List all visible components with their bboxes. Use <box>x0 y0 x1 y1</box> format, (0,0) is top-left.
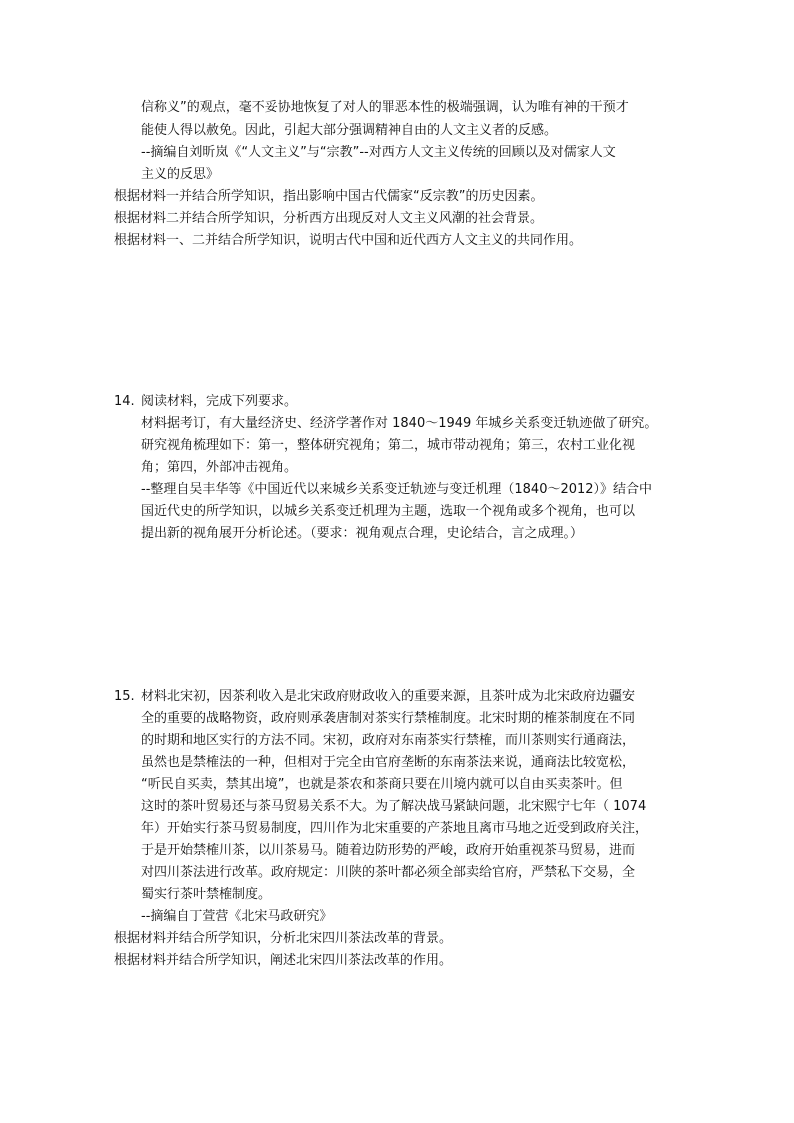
q14-line: 研究视角梳理如下：第一，整体研究视角；第二，城市带动视角；第三，农村工业化视 <box>141 438 636 453</box>
q14-number: 14. <box>114 394 135 409</box>
q15-line: 对四川茶法进行改革。政府规定：川陕的茶叶都必须全部卖给官府，严禁私下交易，全 <box>141 865 636 880</box>
q15-line: 年）开始实行茶马贸易制度，四川作为北宋重要的产茶地且离市马地之近受到政府关注， <box>141 821 649 836</box>
q13-source-line: 主义的反思》 <box>141 167 220 182</box>
q13-question-2: 根据材料二并结合所学知识，分析西方出现反对人文主义风潮的社会背景。 <box>114 211 544 226</box>
q15-line: 全的重要的战略物资，政府则承袭唐制对茶实行禁榷制度。北宋时期的榷茶制度在不同 <box>141 711 636 726</box>
q13-material-line: 能使人得以赦免。因此，引起大部分强调精神自由的人文主义者的反感。 <box>141 123 558 138</box>
q13-question-3: 根据材料一、二并结合所学知识，说明古代中国和近代西方人文主义的共同作用。 <box>114 233 583 248</box>
q15-line: 于是开始禁榷川茶，以川茶易马。随着边防形势的严峻，政府开始重视茶马贸易，进而 <box>141 843 636 858</box>
q14-line: 国近代史的所学知识，以城乡关系变迁机理为主题，选取一个视角或多个视角，也可以 <box>141 504 636 519</box>
q14-line: 提出新的视角展开分析论述。（要求：视角观点合理，史论结合，言之成理。） <box>141 526 584 541</box>
q15-line: “听民自买卖，禁其出境”，也就是茶农和茶商只要在川境内就可以自由买卖茶叶。但 <box>141 777 623 792</box>
q15-line: 材料北宋初，因茶利收入是北宋政府财政收入的重要来源，且茶叶成为北宋政府边疆安 <box>141 689 636 704</box>
q13-question-1: 根据材料一并结合所学知识，指出影响中国古代儒家“反宗教”的历史因素。 <box>114 189 544 204</box>
q15-question-2: 根据材料并结合所学知识，阐述北宋四川茶法改革的作用。 <box>114 953 453 968</box>
q14-line: 阅读材料，完成下列要求。 <box>141 394 298 409</box>
q14-line: --整理自吴丰华等《中国近代以来城乡关系变迁轨迹与变迁机理（1840～2012）》结合中 <box>141 482 653 497</box>
q15-line: 这时的茶叶贸易还与茶马贸易关系不大。为了解决战马紧缺问题，北宋熙宁七年（ 1074 <box>141 799 647 814</box>
q15-question-1: 根据材料并结合所学知识，分析北宋四川茶法改革的背景。 <box>114 931 453 946</box>
q15-line: 蜀实行茶叶禁榷制度。 <box>141 887 272 902</box>
q14-line: 角；第四，外部冲击视角。 <box>141 460 298 475</box>
q13-source-line: --摘编自刘昕岚《“人文主义”与“宗教”--对西方人文主义传统的回顾以及对儒家人文 <box>141 145 616 160</box>
q15-number: 15. <box>114 689 135 704</box>
q15-line: 的时期和地区实行的方法不同。宋初，政府对东南茶实行禁榷，而川茶则实行通商法， <box>141 733 636 748</box>
q15-source-line: --摘编自丁萱营《北宋马政研究》 <box>141 909 333 924</box>
q14-line: 材料据考订，有大量经济史、经济学著作对 1840～1949 年城乡关系变迁轨迹做了研究。 <box>141 416 658 431</box>
q13-material-line: 信称义”的观点，毫不妥协地恢复了对人的罪恶本性的极端强调，认为唯有神的干预才 <box>141 100 629 115</box>
q15-line: 虽然也是禁榷法的一种，但相对于完全由官府垄断的东南茶法来说，通商法比较宽松， <box>141 755 636 770</box>
